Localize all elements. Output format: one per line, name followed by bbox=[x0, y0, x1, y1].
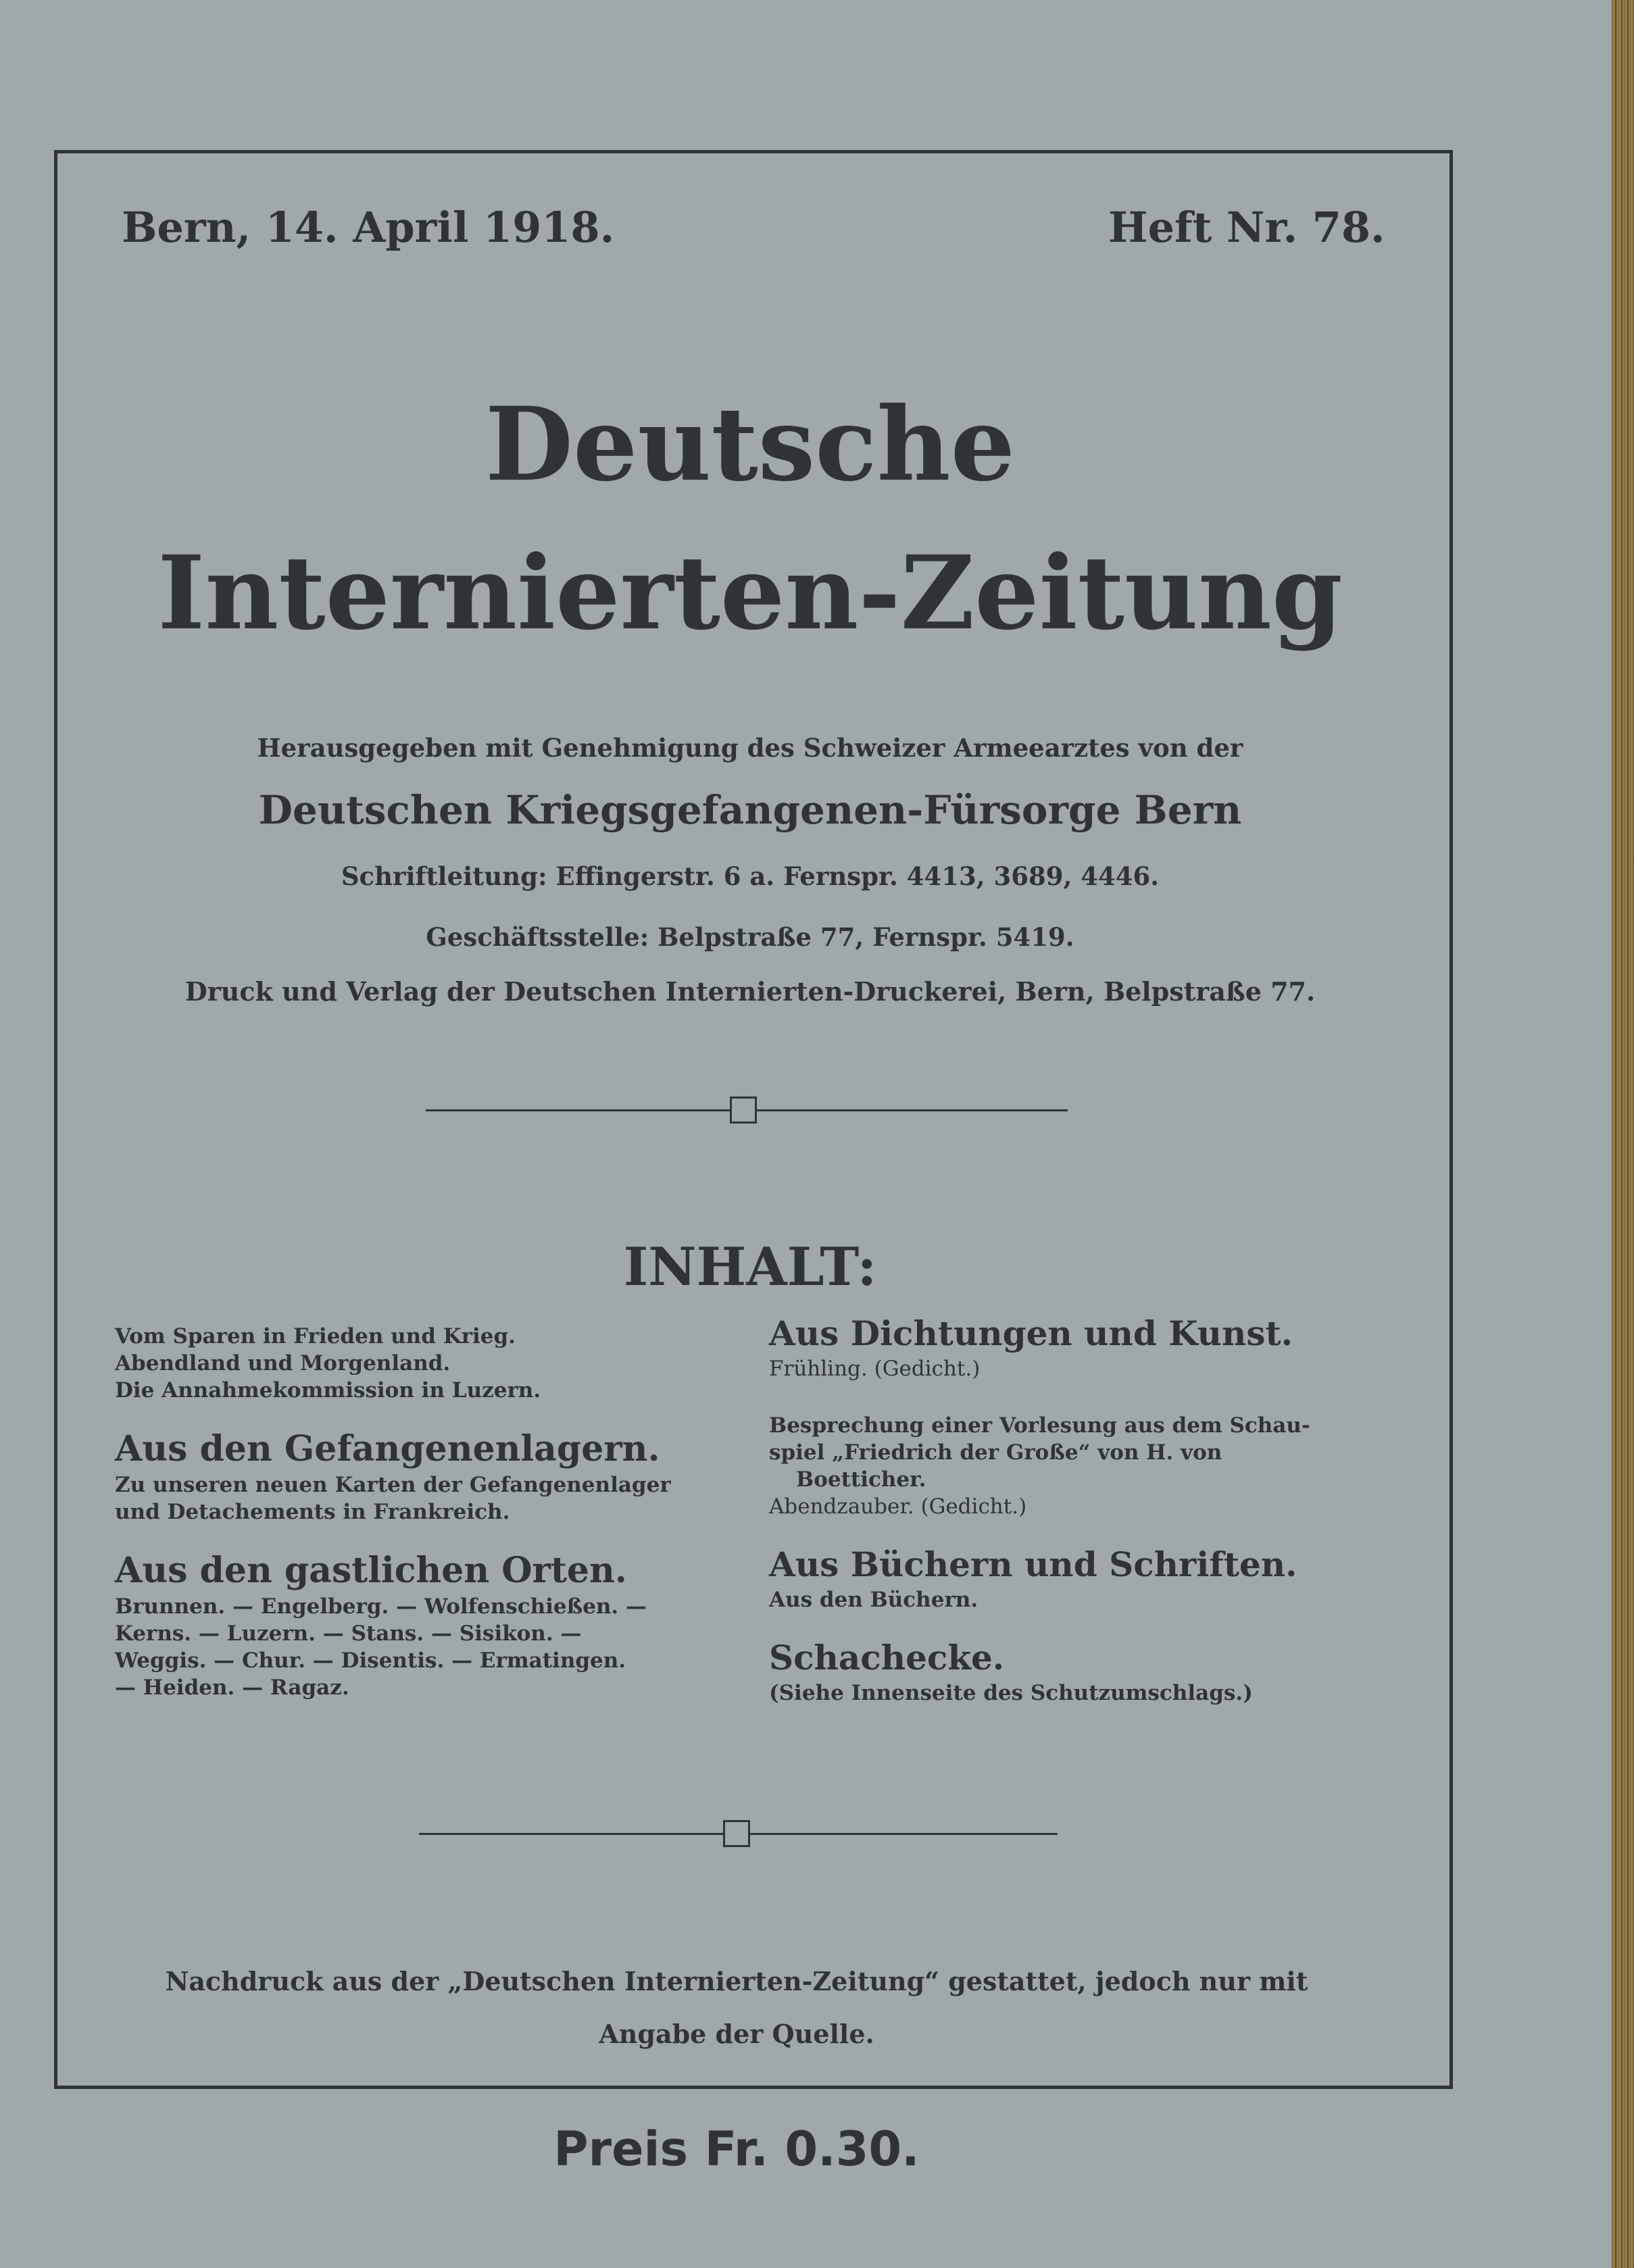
ornament-divider-top bbox=[426, 1097, 1068, 1124]
list-item: Zu unseren neuen Karten der Gefangenenlager bbox=[115, 1473, 671, 1497]
list-item: Aus den Büchern. bbox=[769, 1588, 979, 1612]
section-heading: Aus Büchern und Schriften. bbox=[769, 1544, 1297, 1584]
contents-right-column bbox=[769, 1312, 1397, 1707]
list-item: (Siehe Innenseite des Schutzumschlags.) bbox=[769, 1681, 1253, 1705]
place-date: Bern, 14. April 1918. bbox=[122, 203, 615, 252]
title-line-1: Deutsche bbox=[485, 385, 1016, 504]
printer-line: Druck und Verlag der Deutschen Internierten-Druckerei, Bern, Belpstraße 77. bbox=[184, 976, 1316, 1007]
list-item: Die Annahmekommission in Luzern. bbox=[115, 1378, 541, 1403]
section-heading: Aus den gastlichen Orten. bbox=[115, 1550, 627, 1591]
section-heading: Aus Dichtungen und Kunst. bbox=[769, 1313, 1293, 1353]
list-item: Abendland und Morgenland. bbox=[115, 1351, 451, 1376]
reprint-notice-line-2: Angabe der Quelle. bbox=[599, 2019, 874, 2049]
list-item: Kerns. — Luzern. — Stans. — Sisikon. — bbox=[115, 1621, 582, 1646]
price: Preis Fr. 0.30. bbox=[553, 2121, 920, 2177]
section-heading: Schachecke. bbox=[769, 1638, 1005, 1678]
list-item: Brunnen. — Engelberg. — Wolfenschießen. — bbox=[115, 1594, 647, 1619]
ornament-divider-bottom bbox=[419, 1820, 1058, 1847]
section-heading: Aus den Gefangenenlagern. bbox=[115, 1428, 660, 1469]
list-item: spiel „Friedrich der Große“ von H. von bbox=[769, 1440, 1222, 1465]
list-item: Frühling. (Gedicht.) bbox=[769, 1357, 981, 1381]
title-line-2: Internierten-Zeitung bbox=[157, 534, 1343, 653]
list-item: Boetticher. bbox=[796, 1467, 926, 1492]
office-address: Geschäftsstelle: Belpstraße 77, Fernspr. 5419. bbox=[426, 922, 1074, 952]
list-item: und Detachements in Frankreich. bbox=[115, 1500, 510, 1524]
list-item: Vom Sparen in Frieden und Krieg. bbox=[115, 1324, 516, 1349]
list-item: Abendzauber. (Gedicht.) bbox=[769, 1494, 1027, 1519]
editorial-address: Schriftleitung: Effingerstr. 6 a. Fernspr. 4413, 3689, 4446. bbox=[341, 861, 1160, 891]
reprint-notice: Nachdruck aus der „Deutschen Internierten-Zeitung“ gestattet, jedoch nur mit bbox=[165, 1966, 1308, 1996]
list-item: Weggis. — Chur. — Disentis. — Ermatingen. bbox=[115, 1648, 626, 1673]
contents-left-column bbox=[115, 1323, 743, 1701]
list-item: — Heiden. — Ragaz. bbox=[115, 1675, 349, 1700]
issue-number: Heft Nr. 78. bbox=[1108, 203, 1385, 252]
publisher-name: Deutschen Kriegsgefangenen-Fürsorge Bern bbox=[258, 787, 1242, 833]
contents-heading: INHALT: bbox=[623, 1236, 877, 1298]
list-item: Besprechung einer Vorlesung aus dem Schau- bbox=[769, 1413, 1310, 1438]
publisher-intro: Herausgegeben mit Genehmigung des Schweizer Armeearztes von der bbox=[257, 733, 1243, 763]
page-edge bbox=[1612, 0, 1634, 2268]
